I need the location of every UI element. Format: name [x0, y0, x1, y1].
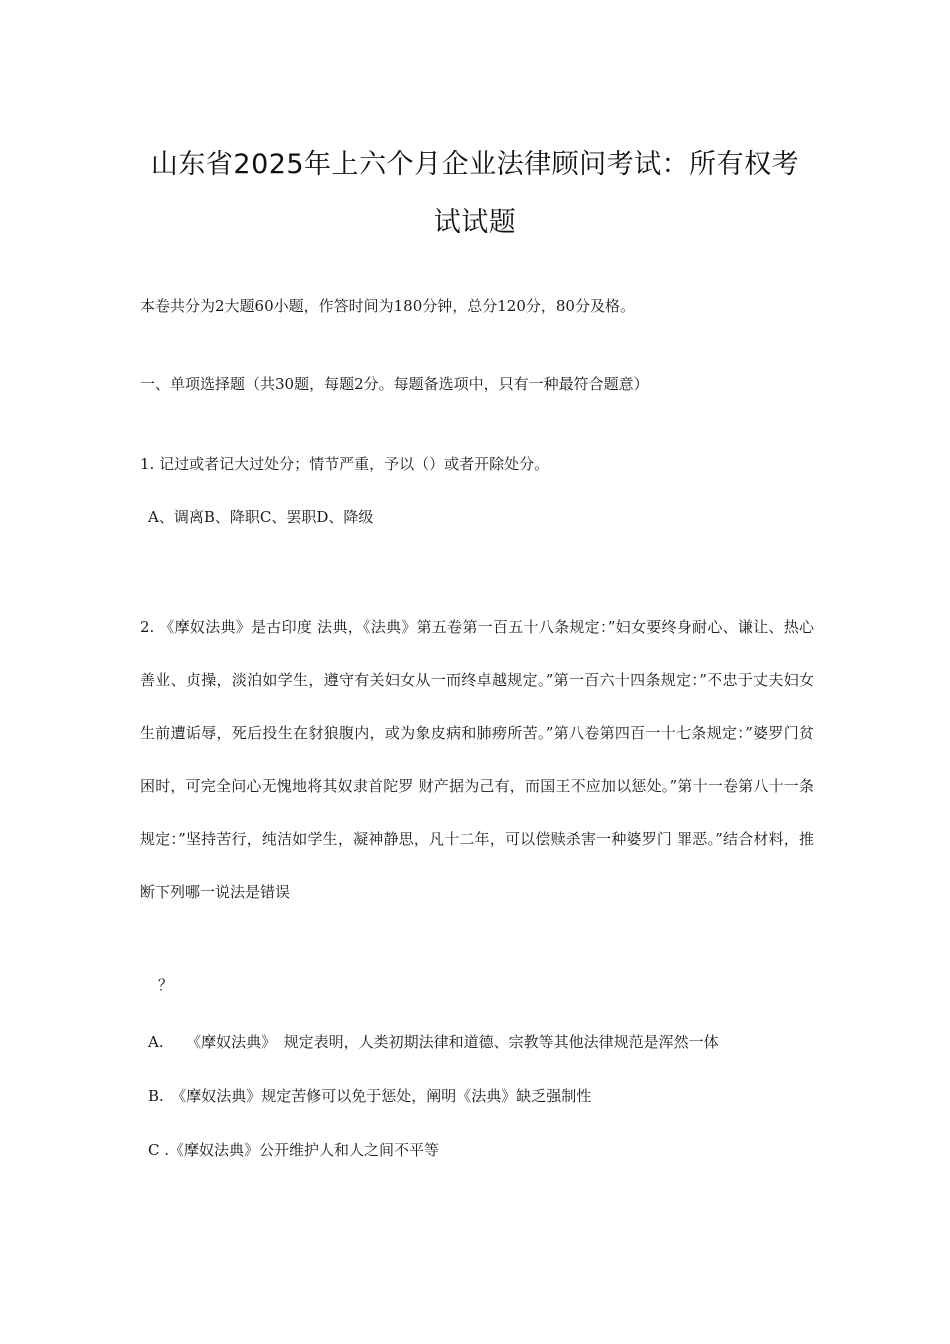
exam-intro: 本卷共分为2大题60小题，作答时间为180分钟，总分120分，80分及格。: [140, 297, 635, 315]
question-1-stem: 1. 记过或者记大过处分；情节严重，予以（）或者开除处分。: [140, 455, 550, 473]
question-2-stem: 2. 《摩奴法典》是古印度 法典，《法典》第五卷第一百五十八条规定：”妇女要终身耐心、谦让、热心善业、贞操，淡泊如学生，遵守有关妇女从一而终卓越规定。”第一百六十四条规定：”不忠于丈夫妇女生前遭诟辱，死后投生在豺狼腹内，或为象皮病和肺痨所苦。”第八卷第四百一十七条规定：”婆罗门贫困时，可完全问心无愧地将其奴隶首陀罗 财产据为己有，而国王不应加以惩处。”第十一卷第八十一条规定：”坚持苦行，纯洁如学生，凝神静思，凡十二年，可以偿赎杀害一种婆罗门 罪恶。”结合材料，推断下列哪一说法是错误: [140, 618, 814, 901]
question-2-option-b: B. 《摩奴法典》规定苦修可以免于惩处，阐明《法典》缺乏强制性: [148, 1087, 592, 1105]
document-title-line2: 试试题: [433, 207, 517, 238]
question-2-question-mark: ？: [158, 976, 174, 994]
question-2-option-c: C .《摩奴法典》公开维护人和人之间不平等: [148, 1141, 440, 1159]
question-1-options: A、调离B、降职C、罢职D、降级: [148, 508, 374, 526]
section-heading: 一、单项选择题（共30题，每题2分。每题备选项中，只有一种最符合题意）: [140, 375, 649, 393]
question-2-option-a: A. 《摩奴法典》 规定表明，人类初期法律和道德、宗教等其他法律规范是浑然一体: [148, 1033, 719, 1051]
document-title-line1: 山东省2025年上六个月企业法律顾问考试：所有权考: [150, 149, 800, 180]
